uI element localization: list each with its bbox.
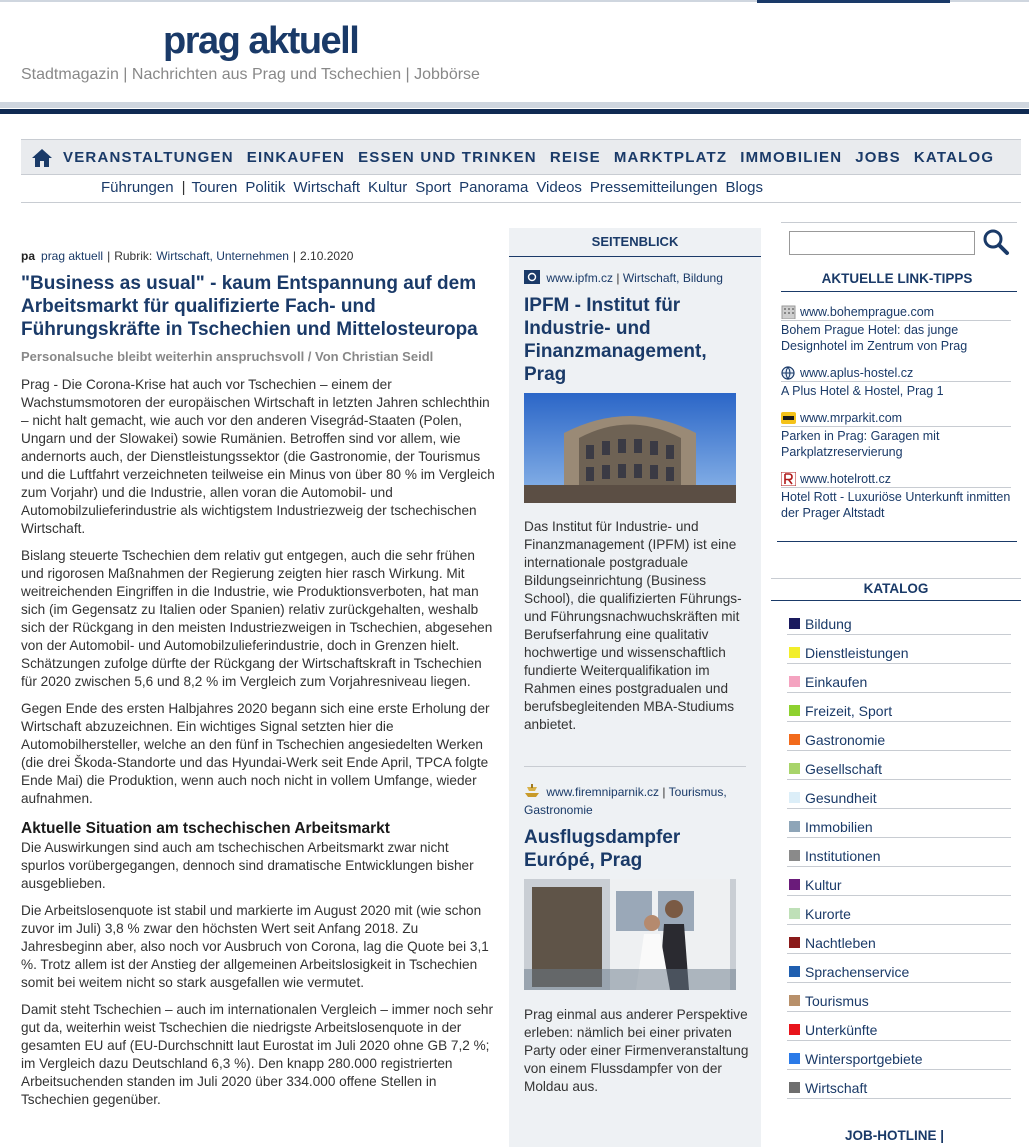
seitenblick-source (524, 269, 749, 287)
link-tipp-desc[interactable]: Bohem Prague Hotel: das junge Designhotel im Zentrum von Prag (781, 323, 968, 353)
link-tipp-desc[interactable]: Parken in Prag: Garagen mit Parkplatzreservierung (781, 429, 940, 459)
category-color-icon (789, 792, 800, 803)
katalog-item-dienstleistungen[interactable] (787, 642, 1011, 664)
subnav-blogs[interactable]: Blogs (725, 179, 764, 196)
katalog-item-label: Kurorte (805, 905, 851, 922)
main-nav (21, 140, 1021, 175)
katalog-item-freizeit-sport[interactable] (787, 700, 1011, 722)
subnav-pressemitteilungen[interactable]: Pressemitteilungen (589, 179, 718, 196)
category-color-icon (789, 1053, 800, 1064)
seitenblick-source-link[interactable]: www.firemniparnik.cz (546, 785, 660, 799)
category-color-icon (789, 676, 800, 687)
article-meta (21, 249, 353, 263)
katalog-item-label: Dienstleistungen (805, 644, 909, 661)
katalog-item-label: Sprachenservice (805, 963, 910, 980)
subnav-touren[interactable]: Touren (191, 179, 238, 196)
category-color-icon (789, 879, 800, 890)
article-rubrik[interactable]: Wirtschaft, Unternehmen (156, 249, 289, 263)
katalog-item-label: Freizeit, Sport (805, 702, 893, 719)
nav-essen-und-trinken[interactable]: ESSEN UND TRINKEN (358, 149, 537, 166)
search-icon[interactable] (981, 228, 1011, 256)
katalog-item-label: Tourismus (805, 992, 869, 1009)
header-band-navy (0, 109, 1029, 114)
subnav-bottom-rule (21, 202, 1021, 203)
ipfm-building-image[interactable] (524, 393, 736, 503)
katalog-heading: KATALOG (863, 581, 929, 596)
article-section-heading: Aktuelle Situation am tschechischen Arbeitsmarkt (21, 820, 390, 837)
katalog-item-label: Wintersportgebiete (805, 1050, 923, 1067)
katalog-item-sprachenservice[interactable] (787, 961, 1011, 983)
r-logo-icon (781, 472, 796, 486)
article-paragraph: Gegen Ende des ersten Halbjahres 2020 begann sich eine erste Erholung der Wirtschaft abzuzeichnen. Ein wichtiges Signal setzten hier die Automobilhersteller, welche an den fünf in Tschechien angesiedelten Werken (die drei Škoda-Standorte und das Hyundai-Werk seit Ende April, TPCA folgte Ende Mai) die Produktion, wenn auch noch nicht in vollem Umfange, wieder aufnahmen. (21, 701, 490, 806)
katalog-item-nachtleben[interactable] (787, 932, 1011, 954)
category-color-icon (789, 908, 800, 919)
katalog-item-label: Kultur (805, 876, 842, 893)
article-paragraph: Damit steht Tschechien – auch im internationalen Vergleich – immer noch sehr gut da, weiterhin weist Tschechien die niedrigste Arbeitslosenquote in der gesamten EU auf (EU-Durchschnitt laut Eurostat im Juli 2020 ohne GB 7,2 %; im Vergleich dazu Deutschland 6,3 %). Den knapp 280.000 registrierten Arbeitsuchenden standen im Juli 2020 über 334.000 offene Stellen in Tschechien gegenüber. (21, 1002, 493, 1107)
nav-reise[interactable]: REISE (549, 149, 601, 166)
katalog-item-label: Gesundheit (805, 789, 877, 806)
katalog-item-label: Wirtschaft (805, 1079, 868, 1096)
article-date: 2.10.2020 (300, 249, 354, 263)
link-tipp-url-text: www.aplus-hostel.cz (800, 366, 914, 380)
subnav-separator: | (181, 179, 186, 196)
parking-icon (781, 411, 796, 425)
link-tipp-url-text: www.hotelrott.cz (800, 472, 892, 486)
header-band-grey (0, 102, 1029, 108)
nav-marktplatz[interactable]: MARKTPLATZ (613, 149, 728, 166)
subnav-fuehrungen[interactable]: Führungen (101, 179, 174, 196)
nav-katalog[interactable]: KATALOG (913, 149, 995, 166)
nav-jobs[interactable]: JOBS (855, 149, 901, 166)
nav-einkaufen[interactable]: EINKAUFEN (246, 149, 346, 166)
link-tipp-url[interactable] (781, 305, 1011, 321)
ship-logo-icon (524, 784, 540, 798)
katalog-item-label: Bildung (805, 615, 852, 632)
link-tipp-url[interactable] (781, 472, 1011, 488)
link-tipp-url[interactable] (781, 366, 1011, 382)
seitenblick-text: Das Institut für Industrie- und Finanzmanagement (IPFM) ist eine internationale postgraduale Bildungseinrichtung (Business School), die qualifizierten Führungs- und Führungsnachwuchskräften mit Berufserfahrung eine qualitativ hochwertige und wissenschaftlich fundierte Weiterqualifikation im Rahmen eines postgradualen und berufsbegleitenden MBA-Studiums anbietet. (524, 519, 742, 732)
category-color-icon (789, 1082, 800, 1093)
katalog-item-label: Gesellschaft (805, 760, 883, 777)
category-color-icon (789, 705, 800, 716)
subnav-sport[interactable]: Sport (415, 179, 452, 196)
seitenblick-category[interactable]: Tourismus, Gastronomie (524, 785, 727, 817)
nav-veranstaltungen[interactable]: VERANSTALTUNGEN (63, 149, 234, 166)
link-tipps-rule (781, 291, 1017, 292)
seitenblick-title[interactable]: IPFM - Institut für Industrie- und Finanzmanagement, Prag (524, 295, 707, 385)
seitenblick-category[interactable]: Wirtschaft, Bildung (622, 271, 723, 285)
category-color-icon (789, 937, 800, 948)
article-body (21, 376, 495, 1118)
home-icon[interactable] (31, 148, 53, 168)
seitenblick-divider (524, 766, 746, 767)
link-tipps-heading: AKTUELLE LINK-TIPPS (821, 271, 973, 286)
subnav-wirtschaft[interactable]: Wirtschaft (293, 179, 361, 196)
link-tipp-url-text: www.bohemprague.com (800, 305, 935, 319)
globe-icon (781, 366, 796, 380)
category-color-icon (789, 1024, 800, 1035)
meta-separator: | (107, 249, 111, 263)
katalog-item-immobilien[interactable] (787, 816, 1011, 838)
sub-nav (101, 179, 771, 196)
pa-logo-icon: pa (21, 249, 36, 263)
katalog-item-kultur[interactable] (787, 874, 1011, 896)
seitenblick-heading-rule (509, 256, 761, 257)
link-tipp-desc[interactable]: A Plus Hotel & Hostel, Prag 1 (781, 384, 944, 398)
katalog-item-bildung[interactable] (787, 613, 1011, 635)
link-tipp-url-text: www.mrparkit.com (800, 411, 903, 425)
katalog-item-unterkünfte[interactable] (787, 1019, 1011, 1041)
katalog-item-einkaufen[interactable] (787, 671, 1011, 693)
category-color-icon (789, 734, 800, 745)
katalog-item-institutionen[interactable] (787, 845, 1011, 867)
search-input[interactable] (789, 231, 975, 255)
seitenblick-heading: SEITENBLICK (591, 234, 679, 249)
ipfm-logo-icon (524, 270, 540, 284)
subnav-videos[interactable]: Videos (536, 179, 582, 196)
seitenblick-separator: | (616, 271, 620, 285)
rubrik-label: Rubrik: (114, 249, 153, 263)
article-subline: Personalsuche bleibt weiterhin anspruchsvoll / Von Christian Seidl (21, 349, 434, 364)
katalog-item-gesundheit[interactable] (787, 787, 1011, 809)
category-color-icon (789, 850, 800, 861)
link-tipp-url[interactable] (781, 411, 1011, 427)
category-color-icon (789, 966, 800, 977)
site-logo[interactable]: prag aktuell (163, 20, 359, 62)
job-hotline-heading: JOB-HOTLINE | (845, 1128, 945, 1143)
link-tipp-desc[interactable]: Hotel Rott - Luxuriöse Unterkunft inmitten der Prager Altstadt (781, 490, 1011, 520)
katalog-item-wintersportgebiete[interactable] (787, 1048, 1011, 1070)
article-paragraph: Prag - Die Corona-Krise hat auch vor Tschechien – einem der Wachstumsmotoren der europäischen Wirtschaft in letzten Jahren schlechthin – nicht halt gemacht, wie auch vor den anderen Visegrád-Staaten (Polen, Ungarn und der Slowakei) sowie Rumänien. Betroffen sind vor allem, wie andernorts auch, der Dienstleistungssektor (die Gastronomie, der Tourismus und die Luftfahrt verzeichneten teilweise ein Minus von über 80 % im Vergleich zum Vorjahr) und die Industrie, allen voran die Automobil- und Automobilzulieferindustrie als wichtigstem Industriezweig der tschechischen Wirtschaft. (21, 377, 495, 536)
article-paragraph: Die Auswirkungen sind auch am tschechischen Arbeitsmarkt zwar nicht spurlos vorübergegangen, dennoch sind dramatische Entwicklungen bisher ausgeblieben. (21, 840, 474, 891)
meta-separator: | (292, 249, 297, 263)
article-paragraph: Die Arbeitslosenquote ist stabil und markierte im August 2020 mit (wie schon zuvor im Juli) 3,8 % zwar den höchsten Wert seit Anfang 2018. Zu Jahresbeginn aber, also noch vor Ausbruch von Corona, lag die Quote bei 3,1 %. Trotz allem ist der Anstieg der allgemeinen Arbeitslosigkeit in Tschechien somit bei weitem nicht so stark ausgefallen wie vermutet. (21, 903, 489, 990)
katalog-item-label: Institutionen (805, 847, 881, 864)
katalog-item-gastronomie[interactable] (787, 729, 1011, 751)
nav-immobilien[interactable]: IMMOBILIEN (740, 149, 843, 166)
article-paragraph: Bislang steuerte Tschechien dem relativ gut entgegen, auch die sehr frühen und rigorosen Maßnahmen der Regierung zeigten hier rasch Wirkung. Mit weitreichenden Eingriffen in die Industrie, wie Produktionsverboten, hat man sich (im Gegensatz zu Italien oder Spanien) relativ zurückgehalten, weshalb sich der Rückgang in den meisten Industriezweigen in Tschechien, abgesehen von der Automobil- und Automobilzulieferindustrie, doch in Grenzen hielt. Schätzungen zufolge dürfte der Rückgang der Wirtschaftskraft in Tschechien für 2020 zwischen 5,6 und 8,2 % im Vergleich zum Vorjahresniveau liegen. (21, 548, 493, 689)
link-tipps-bottom-rule (777, 541, 1017, 542)
category-color-icon (789, 821, 800, 832)
seitenblick-source-link[interactable]: www.ipfm.cz (546, 271, 614, 285)
subnav-kultur[interactable]: Kultur (368, 179, 408, 196)
subnav-panorama[interactable]: Panorama (459, 179, 529, 196)
category-color-icon (789, 618, 800, 629)
category-color-icon (789, 763, 800, 774)
subnav-politik[interactable]: Politik (245, 179, 286, 196)
katalog-item-label: Unterkünfte (805, 1021, 878, 1038)
seitenblick-text: Prag einmal aus anderer Perspektive erleben: nämlich bei einer privaten Party oder einer Firmenveranstaltung von einem Flussdampfer von der Moldau aus. (524, 1007, 749, 1094)
article-source[interactable]: prag aktuell (41, 249, 104, 263)
seitenblick-title[interactable]: Ausflugsdampfer Európé, Prag (524, 827, 681, 871)
steamer-wedding-image[interactable] (524, 879, 736, 990)
katalog-item-gesellschaft[interactable] (787, 758, 1011, 780)
katalog-item-kurorte[interactable] (787, 903, 1011, 925)
katalog-item-label: Immobilien (805, 818, 873, 835)
building-icon (781, 305, 796, 319)
nav-bottom-rule (21, 174, 1021, 175)
top-border-accent (757, 0, 950, 3)
category-color-icon (789, 995, 800, 1006)
search-top-rule (781, 222, 1017, 223)
seitenblick-separator: | (662, 785, 666, 799)
katalog-item-wirtschaft[interactable] (787, 1077, 1011, 1099)
katalog-rule (771, 600, 1021, 601)
article-headline: "Business as usual" - kaum Entspannung auf dem Arbeitsmarkt für qualifizierte Fach- und Führungskräfte in Tschechien und Mittelosteuropa (21, 273, 478, 340)
katalog-item-label: Gastronomie (805, 731, 886, 748)
seitenblick-source (524, 783, 749, 819)
katalog-item-tourismus[interactable] (787, 990, 1011, 1012)
category-color-icon (789, 647, 800, 658)
katalog-item-label: Nachtleben (805, 934, 876, 951)
site-tagline: Stadtmagazin | Nachrichten aus Prag und Tschechien | Jobbörse (21, 66, 480, 83)
katalog-item-label: Einkaufen (805, 673, 868, 690)
katalog-top-rule (771, 578, 1021, 579)
